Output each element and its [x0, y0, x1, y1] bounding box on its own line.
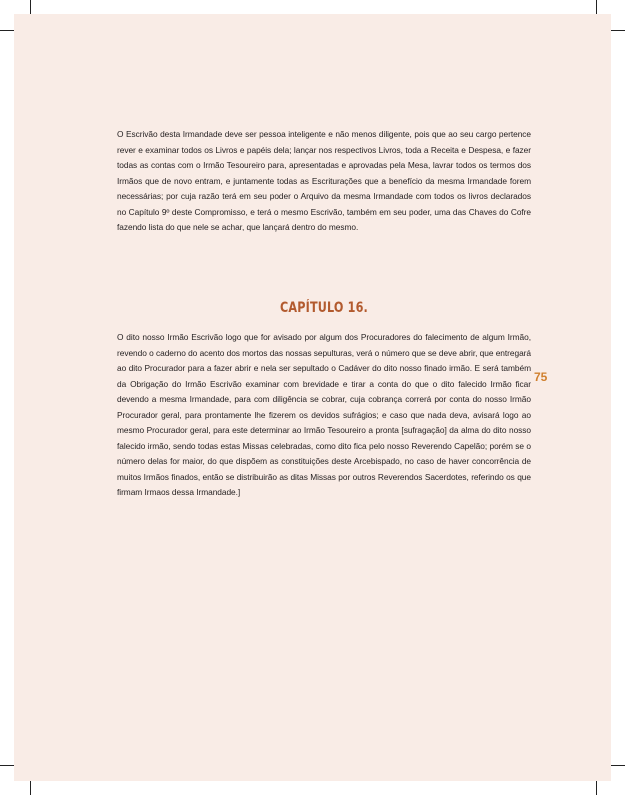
chapter-title: CAPÍTULO 16. — [280, 300, 368, 316]
page-number: 75 — [534, 370, 548, 384]
crop-mark-bottom-right-horizontal — [611, 765, 625, 766]
crop-mark-top-right-horizontal — [611, 30, 625, 31]
crop-mark-bottom-left-vertical — [30, 781, 31, 795]
crop-mark-top-right-vertical — [596, 0, 597, 14]
crop-mark-top-left-vertical — [30, 0, 31, 14]
paragraph-escrivao-duties: O Escrivão desta Irmandade deve ser pessoa inteligente e não menos diligente, pois que ao seu cargo pertence rever e examinar todos os Livros e papéis dela; lançar nos respectivos Livros, toda a Receita e Despesa, e fazer todas as contas com o Irmão Tesoureiro para, apresentadas e aprovadas pela Mesa, lavrar todos os termos dos Irmãos que de novo entram, e juntamente todas as Escriturações que a benefício da mesma Irmandade forem necessárias; por cuja razão terá em seu poder o Arquivo da mesma Irmandade com todos os livros declarados no Capítulo 9º deste Compromisso, e terá o mesmo Escrivão, também em seu poder, uma das Chaves do Cofre fazendo lista do que nele se achar, que lançará dentro do mesmo. — [117, 129, 531, 233]
crop-mark-bottom-left-horizontal — [0, 765, 14, 766]
crop-mark-bottom-right-vertical — [596, 781, 597, 795]
crop-mark-top-left-horizontal — [0, 30, 14, 31]
paragraph-chapter-16: O dito nosso Irmão Escrivão logo que for avisado por algum dos Procuradores do falecimento de algum Irmão, revendo o caderno do acento dos mortos das nossas sepulturas, verá o número que se deve abrir, que entregará ao dito Procurador para a fazer abrir e nela ser sepultado o Cadáver do dito nosso finado irmão. E será também da Obrigação do Irmão Escrivão examinar com brevidade e tirar a conta do que o dito falecido Irmão ficar devendo a mesma Irmandade, para com diligência se cobrar, cuja cobrança correrá por conta do nosso Irmão Procurador geral, para prontamente lhe fizerem os devidos sufrágios; e caso que nada deva, avisará logo ao mesmo Procurador geral, para este determinar ao Irmão Tesoureiro a pronta [sufragação] da alma do dito nosso falecido irmão, sendo todas estas Missas celebradas, como dito fica pelo nosso Reverendo Capelão; porém se o número delas for maior, do que dispõem as constituições deste Arcebispado, no caso de haver concorrência de muitos Irmãos finados, então se distribuirão as ditas Missas por outros Reverendos Sacerdotes, referindo os que firmam Irmaos dessa Irmandade.] — [117, 332, 531, 498]
